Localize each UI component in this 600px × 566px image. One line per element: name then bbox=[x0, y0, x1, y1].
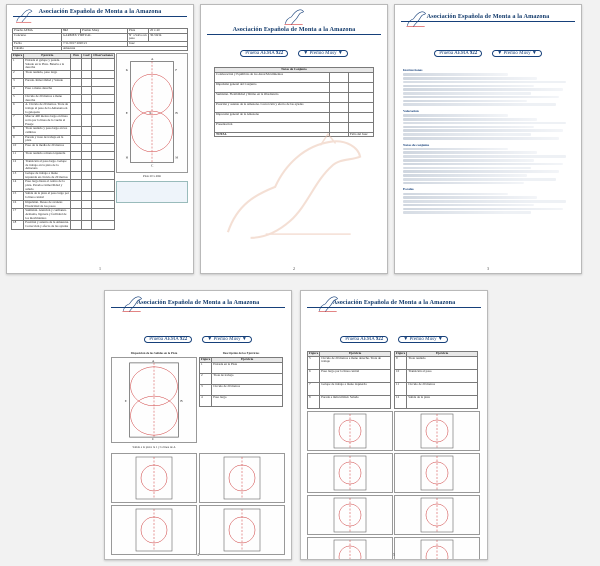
row-ejercicio: Trote reunido bbox=[407, 356, 478, 369]
row-pun[interactable] bbox=[71, 152, 81, 160]
paragraph-line bbox=[403, 204, 534, 207]
col-figura: Figura bbox=[201, 357, 211, 361]
table-row bbox=[395, 395, 478, 408]
table-row bbox=[395, 369, 478, 382]
row-figura: 18 bbox=[12, 221, 24, 229]
arena-figure bbox=[307, 411, 393, 451]
row-ejercicio: Paso largo por la línea central bbox=[320, 369, 391, 382]
row-pun[interactable] bbox=[71, 135, 81, 143]
section-heading: Instrucciones bbox=[403, 68, 423, 72]
horse-logo-icon bbox=[403, 8, 429, 28]
page-5 bbox=[300, 290, 488, 560]
prueba-badge: Prueba AEMA 922 bbox=[144, 336, 192, 343]
row-figura: 3 bbox=[12, 79, 24, 87]
row-figura: 5 bbox=[12, 95, 24, 103]
paragraph-line bbox=[403, 129, 563, 132]
nota-label: Impulsión general del Conjunto bbox=[215, 82, 330, 92]
col-ejercicio: Ejercicio bbox=[407, 352, 478, 357]
row-pun[interactable] bbox=[71, 144, 81, 152]
row-coef[interactable] bbox=[81, 160, 92, 172]
page-number: 4 bbox=[197, 552, 199, 557]
row-pun[interactable] bbox=[71, 127, 81, 135]
svg-text:E: E bbox=[124, 398, 127, 403]
section-heading: Escalas bbox=[403, 187, 414, 192]
row-ejercicio: Trote reunido a mano izquierda bbox=[24, 152, 71, 160]
svg-text:C: C bbox=[151, 163, 154, 168]
table-row bbox=[12, 221, 115, 229]
table-row bbox=[215, 72, 374, 82]
paragraph-line bbox=[403, 200, 566, 203]
row-coef[interactable] bbox=[81, 115, 92, 127]
paragraph-line bbox=[403, 170, 559, 173]
row-figura: 10 bbox=[12, 144, 24, 152]
field-label-prueba: Prueba AEMA bbox=[13, 29, 62, 34]
exercises-body bbox=[12, 59, 115, 230]
arena-figure bbox=[394, 453, 480, 493]
svg-text:C: C bbox=[152, 437, 155, 442]
row-ejercicio: Sumisión. Atención y confianza. Armonía, ligereza y facilidad de los movimientos bbox=[24, 209, 71, 221]
nota-coef[interactable] bbox=[330, 112, 349, 122]
row-figura: 12 bbox=[12, 160, 24, 172]
prueba-badge: Prueba AEMA 922 bbox=[434, 50, 482, 57]
page-2 bbox=[200, 4, 388, 274]
paragraph-line bbox=[403, 73, 508, 76]
paragraph-line bbox=[403, 151, 537, 154]
paragraph-line bbox=[403, 208, 563, 211]
row-figura: 2 bbox=[200, 373, 212, 384]
arena-figure bbox=[111, 453, 197, 503]
paragraph-line bbox=[403, 196, 537, 199]
field-label-concurso: Concurso bbox=[13, 33, 62, 41]
row-ejercicio: Parada. Inmovilidad y Saludo bbox=[24, 79, 71, 87]
row-coef[interactable] bbox=[81, 172, 92, 180]
row-obs[interactable] bbox=[92, 71, 115, 79]
svg-text:H: H bbox=[125, 156, 128, 161]
row-figura: 8 bbox=[12, 127, 24, 135]
row-pun[interactable] bbox=[71, 200, 81, 208]
row-ejercicio: Marcar 400 metros largo en línea recta por la línea de la vuelta al Pasaje bbox=[24, 115, 71, 127]
row-ejercicio: Parada e inmovilidad. Saludo bbox=[320, 395, 391, 408]
row-ejercicio: Entrada en la Pista bbox=[212, 362, 283, 373]
page-number: 3 bbox=[487, 266, 489, 271]
paragraph-line bbox=[403, 92, 531, 95]
row-ejercicio: Galope de trabajo a mano izquierda en círculo de 20 metros bbox=[24, 172, 71, 180]
prueba-badge: Prueba AEMA 922 bbox=[340, 336, 388, 343]
table-row bbox=[395, 382, 478, 395]
row-coef[interactable] bbox=[81, 59, 92, 71]
table-row bbox=[200, 384, 283, 395]
row-obs[interactable] bbox=[92, 172, 115, 180]
row-figura: 6 bbox=[308, 369, 320, 382]
page-3 bbox=[394, 4, 582, 274]
page-number: 2 bbox=[293, 266, 295, 271]
row-figura: 10 bbox=[395, 369, 407, 382]
table-row bbox=[308, 369, 391, 382]
ejercicios-table bbox=[394, 351, 478, 409]
arena-figure bbox=[394, 411, 480, 451]
table-row bbox=[12, 209, 115, 221]
section-heading: Notas de conjunto bbox=[403, 142, 430, 147]
paragraph-line bbox=[403, 85, 534, 88]
row-figura: 12 bbox=[395, 395, 407, 408]
svg-text:M: M bbox=[175, 156, 179, 161]
nota-coef[interactable] bbox=[330, 102, 349, 112]
row-figura: 15 bbox=[12, 192, 24, 200]
field-value-concurso[interactable]: GARMEX VIRTUAL bbox=[62, 33, 128, 41]
field-label-nivel: Nº a Salvo un paso bbox=[129, 32, 147, 41]
row-coef[interactable] bbox=[81, 221, 92, 229]
row-coef[interactable] bbox=[81, 180, 92, 192]
svg-text:K: K bbox=[125, 68, 128, 73]
row-figura: 14 bbox=[12, 180, 24, 192]
nota-label: Sumisión. Flexibilidad y Ritmo en la Obediencia bbox=[215, 92, 330, 102]
row-figura: 16 bbox=[12, 200, 24, 208]
nota-coef[interactable] bbox=[330, 92, 349, 102]
exercises-table bbox=[11, 53, 115, 229]
col-ejercicio: Ejercicio bbox=[320, 352, 391, 357]
ejercicios-mini-table bbox=[199, 357, 283, 407]
row-ejercicio: Entrada al galope y parada. Saludo en la Pista. Bateria a la derecha bbox=[24, 59, 71, 71]
row-ejercicio: Circulo de 20 metros bbox=[212, 384, 283, 395]
paragraph-line bbox=[403, 155, 566, 158]
paragraph-line bbox=[403, 178, 556, 181]
paragraph-line bbox=[403, 148, 508, 151]
row-ejercicio: Transición al paso bbox=[407, 369, 478, 382]
arena-figure bbox=[111, 505, 197, 555]
row-figura: 13 bbox=[12, 172, 24, 180]
row-ejercicio: Salida de la pista bbox=[407, 395, 478, 408]
svg-text:A: A bbox=[151, 57, 154, 62]
nota-label: Colaboración y Equilibrio de los Aires/Movimientos bbox=[215, 72, 330, 82]
paragraph-line bbox=[403, 122, 566, 125]
horse-logo-icon bbox=[13, 7, 35, 23]
arena-diagram bbox=[116, 53, 188, 173]
table-row bbox=[200, 362, 283, 373]
left-column bbox=[307, 351, 391, 560]
row-figura: 7 bbox=[12, 115, 24, 127]
row-obs[interactable] bbox=[92, 209, 115, 221]
paragraph-line bbox=[403, 88, 563, 91]
row-ejercicio: Trote de trabajo bbox=[212, 373, 283, 384]
row-ejercicio: Paso largo bbox=[212, 395, 283, 406]
row-pun[interactable] bbox=[71, 172, 81, 180]
row-coef[interactable] bbox=[81, 200, 92, 208]
paragraph-line bbox=[403, 133, 531, 136]
row-pun[interactable] bbox=[71, 209, 81, 221]
nota-pun[interactable] bbox=[349, 92, 374, 102]
row-obs[interactable] bbox=[92, 152, 115, 160]
table-row bbox=[215, 82, 374, 92]
figure-grid bbox=[105, 449, 291, 559]
page-title: Asociación Española de Monta a la Amazona bbox=[38, 8, 162, 15]
row-ejercicio: Impulsión. Deseo de avanzar. Elasticidad de los pasos bbox=[24, 200, 71, 208]
row-ejercicio: Trote reunido y paso largo en los cambios bbox=[24, 127, 71, 135]
row-ejercicio: Paso a mano derecha bbox=[24, 87, 71, 95]
row-figura: 5 bbox=[308, 356, 320, 369]
instructions-body bbox=[395, 59, 581, 214]
field-value-nivel[interactable]: 30-50cm bbox=[149, 33, 188, 41]
arena-caption: Pista 20 x 40m bbox=[143, 174, 161, 179]
table-row bbox=[200, 373, 283, 384]
arena-figure bbox=[394, 537, 480, 560]
field-value-caballo[interactable]: Amazona bbox=[62, 46, 188, 51]
paragraph-line bbox=[403, 96, 559, 99]
row-figura: 4 bbox=[200, 395, 212, 406]
ejercicios-table bbox=[307, 351, 391, 409]
arena-figure bbox=[307, 537, 393, 560]
col-figura: Figura bbox=[396, 351, 406, 355]
paragraph-line bbox=[403, 159, 534, 162]
table-row bbox=[12, 127, 115, 135]
table-row bbox=[200, 395, 283, 406]
table-row bbox=[12, 180, 115, 192]
row-figura: 9 bbox=[395, 356, 407, 369]
row-figura: 17 bbox=[12, 209, 24, 221]
row-figura: 11 bbox=[395, 382, 407, 395]
field-premio[interactable]: Premio Musy bbox=[81, 29, 128, 34]
page-title: Asociación Española de Monta a la Amazona bbox=[232, 26, 356, 33]
row-pun[interactable] bbox=[71, 103, 81, 115]
row-obs[interactable] bbox=[92, 221, 115, 229]
row-figura: 6 bbox=[12, 103, 24, 115]
row-coef[interactable] bbox=[81, 79, 92, 87]
row-ejercicio: Paso de la media de 20 metros bbox=[24, 144, 71, 152]
row-pun[interactable] bbox=[71, 87, 81, 95]
horse-logo-icon bbox=[281, 6, 307, 26]
svg-text:B: B bbox=[175, 111, 178, 116]
nota-pun[interactable] bbox=[349, 82, 374, 92]
col-ejercicio: Ejercicio bbox=[24, 54, 71, 59]
row-coef[interactable] bbox=[81, 71, 92, 79]
row-pun[interactable] bbox=[71, 79, 81, 87]
arena-figure bbox=[199, 453, 285, 503]
row-figura: 9 bbox=[12, 135, 24, 143]
entry-fields-table bbox=[12, 28, 188, 51]
paragraph-line bbox=[403, 167, 531, 170]
col-pun: Pun bbox=[71, 54, 81, 59]
row-figura: 4 bbox=[12, 87, 24, 95]
field-value-fecha[interactable]: 7/11/2017 2020:21 bbox=[62, 42, 128, 47]
row-obs[interactable] bbox=[92, 135, 115, 143]
row-ejercicio: A. Circulo de 20 metros. Trote de trabajo al paso de la Amazona en la galopada bbox=[24, 103, 71, 115]
table-row bbox=[215, 92, 374, 102]
row-ejercicio: Trote reunido, paso largo bbox=[24, 71, 71, 79]
row-figura: 1 bbox=[12, 59, 24, 71]
row-pun[interactable] bbox=[71, 95, 81, 103]
svg-text:A: A bbox=[152, 358, 155, 363]
row-figura: 3 bbox=[200, 384, 212, 395]
table-row bbox=[12, 103, 115, 115]
row-pun[interactable] bbox=[71, 160, 81, 172]
paragraph-line bbox=[403, 163, 563, 166]
row-obs[interactable] bbox=[92, 160, 115, 172]
nota-pun[interactable] bbox=[349, 112, 374, 122]
field-label-caballo: Caballo bbox=[13, 46, 62, 51]
col-ejercicio: Ejercicio bbox=[212, 358, 283, 363]
row-coef[interactable] bbox=[81, 95, 92, 103]
table-row bbox=[12, 160, 115, 172]
col-coef: Coef bbox=[81, 54, 92, 59]
row-coef[interactable] bbox=[81, 127, 92, 135]
page-title: Asociación Española de Monta a la Amazona bbox=[332, 299, 456, 306]
row-coef[interactable] bbox=[81, 144, 92, 152]
svg-text:B: B bbox=[180, 398, 183, 403]
page-4 bbox=[104, 290, 292, 560]
row-coef[interactable] bbox=[81, 192, 92, 200]
total-label: TOTAL bbox=[215, 132, 330, 137]
row-pun[interactable] bbox=[71, 192, 81, 200]
page-1 bbox=[6, 4, 194, 274]
horse-logo-icon bbox=[119, 293, 145, 313]
row-obs[interactable] bbox=[92, 87, 115, 95]
penalty-label: Falta del Juez bbox=[349, 132, 374, 137]
row-figura: 8 bbox=[308, 395, 320, 408]
paragraph-line bbox=[403, 100, 527, 103]
section-heading: Valoración bbox=[403, 109, 419, 114]
row-coef[interactable] bbox=[81, 152, 92, 160]
horse-watermark bbox=[209, 125, 379, 245]
row-obs[interactable] bbox=[92, 200, 115, 208]
col-figura: Figura bbox=[13, 53, 23, 58]
field-label-fecha: Fecha bbox=[13, 42, 62, 47]
panel-left-caption: Salida a la pista: la 1 y la línea de A bbox=[132, 445, 176, 449]
paragraph-line bbox=[403, 103, 556, 106]
row-pun[interactable] bbox=[71, 71, 81, 79]
page-title: Asociación Española de Monta a la Amazona bbox=[426, 13, 550, 20]
field-value-pista[interactable]: 20 x 40 bbox=[149, 29, 188, 34]
col-observaciones: Observaciones bbox=[93, 53, 113, 58]
paragraph-line bbox=[403, 114, 508, 117]
row-ejercicio: Circulo de 20 metros a mano derecha. Trote de trabajo bbox=[320, 356, 391, 369]
page-title: Asociación Española de Monta a la Amazona bbox=[136, 299, 260, 306]
notas-title: Notas de Conjunto bbox=[215, 68, 374, 73]
row-obs[interactable] bbox=[92, 103, 115, 115]
row-coef[interactable] bbox=[81, 209, 92, 221]
arena-figure bbox=[307, 495, 393, 535]
svg-text:F: F bbox=[175, 68, 178, 73]
arena-diagram-large bbox=[111, 357, 197, 443]
nota-pun[interactable] bbox=[349, 102, 374, 112]
row-ejercicio: Salida de la pista al paso largo por la línea central bbox=[25, 191, 69, 200]
panel-right-title: Descripción de los Ejercicios bbox=[222, 351, 260, 355]
paragraph-line bbox=[403, 81, 566, 84]
paragraph-line bbox=[403, 174, 527, 177]
nota-coef[interactable] bbox=[330, 82, 349, 92]
premio-dropdown[interactable]: ▼ Premio Musy ▼ bbox=[298, 50, 348, 57]
nota-pun[interactable] bbox=[349, 72, 374, 82]
row-obs[interactable] bbox=[92, 127, 115, 135]
table-row bbox=[395, 356, 478, 369]
row-pun[interactable] bbox=[71, 180, 81, 192]
premio-dropdown[interactable]: ▼ Premio Musy ▼ bbox=[398, 336, 448, 343]
row-obs[interactable] bbox=[92, 79, 115, 87]
paragraph-line bbox=[403, 182, 524, 185]
row-coef[interactable] bbox=[81, 103, 92, 115]
row-ejercicio: Galope de trabajo a mano izquierda bbox=[320, 382, 391, 395]
paragraph-line bbox=[403, 118, 537, 121]
svg-text:X: X bbox=[149, 111, 152, 116]
row-pun[interactable] bbox=[71, 59, 81, 71]
arena-figure bbox=[307, 453, 393, 493]
arena-figure bbox=[394, 495, 480, 535]
table-row bbox=[215, 102, 374, 112]
premio-dropdown[interactable]: ▼ Premio Musy ▼ bbox=[492, 50, 542, 57]
field-label-pista: Pista bbox=[128, 29, 149, 34]
table-row bbox=[308, 382, 391, 395]
svg-text:E: E bbox=[125, 111, 128, 116]
table-row bbox=[308, 356, 391, 369]
row-obs[interactable] bbox=[92, 115, 115, 127]
premio-dropdown[interactable]: ▼ Premio Musy ▼ bbox=[202, 336, 252, 343]
row-ejercicio: Circulo de 20 metros bbox=[407, 382, 478, 395]
prueba-badge: Prueba AEMA 922 bbox=[240, 50, 288, 57]
row-coef[interactable] bbox=[81, 87, 92, 95]
row-obs[interactable] bbox=[92, 144, 115, 152]
row-obs[interactable] bbox=[92, 59, 115, 71]
page-number: 5 bbox=[393, 552, 395, 557]
table-row bbox=[308, 395, 391, 408]
row-coef[interactable] bbox=[81, 135, 92, 143]
row-ejercicio: Transición al paso largo. Galope de trabajo en la pista de la Amazona bbox=[24, 160, 71, 172]
nota-label: Impresión general de la Amazona bbox=[215, 112, 330, 122]
col-figura: Figura bbox=[309, 351, 319, 355]
right-column bbox=[394, 351, 478, 560]
row-pun[interactable] bbox=[71, 221, 81, 229]
row-ejercicio: Posición y asiento de la Amazona. Corrección y efecto de las ayudas bbox=[25, 220, 69, 228]
paragraph-line bbox=[403, 193, 508, 196]
panel-left-title: Disposición de las Salidas en la Pista bbox=[130, 351, 178, 355]
row-figura: 7 bbox=[308, 382, 320, 395]
row-figura: 11 bbox=[12, 152, 24, 160]
row-figura: 1 bbox=[200, 362, 212, 373]
page-number: 1 bbox=[99, 266, 101, 271]
paragraph-line bbox=[403, 77, 537, 80]
row-ejercicio: Paso largo hasta el centro de la pista. Parada e inmovilidad y saludo bbox=[24, 180, 71, 192]
field-value-prueba[interactable]: 922 bbox=[62, 29, 81, 34]
nota-coef[interactable] bbox=[330, 72, 349, 82]
row-pun[interactable] bbox=[71, 115, 81, 127]
row-obs[interactable] bbox=[92, 180, 115, 192]
paragraph-line bbox=[403, 137, 559, 140]
horse-logo-icon bbox=[315, 293, 341, 313]
row-figura: 2 bbox=[12, 71, 24, 79]
nota-label: Presentación bbox=[215, 122, 330, 132]
row-obs[interactable] bbox=[92, 192, 115, 200]
arena-figure bbox=[199, 505, 285, 555]
field-value-juez[interactable]: Juez bbox=[128, 42, 188, 47]
table-row bbox=[215, 112, 374, 122]
row-ejercicio: Parada y trote de trabajo en la pista bbox=[24, 135, 71, 143]
paragraph-line bbox=[403, 126, 534, 129]
table-row bbox=[12, 59, 115, 71]
row-ejercicio: Circulo de 20 metros a mano derecha bbox=[24, 95, 71, 103]
row-obs[interactable] bbox=[92, 95, 115, 103]
paragraph-line bbox=[403, 211, 531, 214]
table-row bbox=[12, 115, 115, 127]
nota-label: Posición y asiento de la Amazona. Corrección y efecto de las ayudas bbox=[215, 102, 330, 112]
